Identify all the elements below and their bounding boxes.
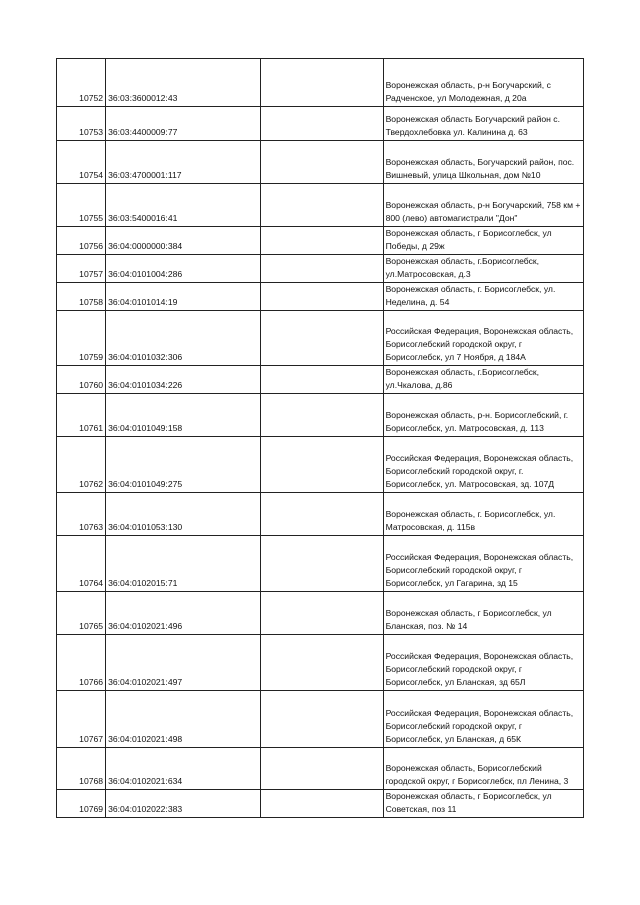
table-row — [57, 437, 584, 493]
empty-cell — [261, 366, 383, 394]
row-number: 10752 — [57, 59, 106, 107]
table-row — [57, 227, 584, 255]
row-number: 10769 — [57, 790, 106, 818]
cadastral-number: 36:04:0102021:497 — [106, 635, 261, 691]
row-number: 10760 — [57, 366, 106, 394]
table-row — [57, 635, 584, 691]
address: Воронежская область, г Борисоглебск, ул Победы, д 29ж — [383, 227, 583, 255]
empty-cell — [261, 536, 383, 592]
cadastral-number: 36:04:0101034:226 — [106, 366, 261, 394]
cadastral-number: 36:04:0101053:130 — [106, 493, 261, 536]
cadastral-number: 36:04:0101014:19 — [106, 283, 261, 311]
cadastral-number: 36:04:0000000:384 — [106, 227, 261, 255]
address: Воронежская область, Борисоглебский городской округ, г Борисоглебск, пл Ленина, 3 — [383, 748, 583, 790]
address: Воронежская область, г. Борисоглебск, ул. Неделина, д. 54 — [383, 283, 583, 311]
table-row — [57, 255, 584, 283]
cadastral-number: 36:04:0101032:306 — [106, 311, 261, 366]
empty-cell — [261, 493, 383, 536]
row-number: 10753 — [57, 107, 106, 141]
empty-cell — [261, 394, 383, 437]
row-number: 10763 — [57, 493, 106, 536]
cadastral-number: 36:04:0102015:71 — [106, 536, 261, 592]
cadastral-number: 36:03:3600012:43 — [106, 59, 261, 107]
table-row — [57, 59, 584, 107]
address: Воронежская область, г. Борисоглебск, ул. Матросовская, д. 115в — [383, 493, 583, 536]
cadastral-number: 36:04:0102022:383 — [106, 790, 261, 818]
table-row — [57, 184, 584, 227]
cadastral-number: 36:03:5400016:41 — [106, 184, 261, 227]
row-number: 10757 — [57, 255, 106, 283]
address: Воронежская область Богучарский район с. Твердохлебовка ул. Калинина д. 63 — [383, 107, 583, 141]
registry-table-body — [57, 59, 584, 818]
row-number: 10764 — [57, 536, 106, 592]
cadastral-number: 36:04:0102021:496 — [106, 592, 261, 635]
table-row — [57, 141, 584, 184]
row-number: 10759 — [57, 311, 106, 366]
empty-cell — [261, 691, 383, 748]
table-row — [57, 592, 584, 635]
cadastral-number: 36:03:4700001:117 — [106, 141, 261, 184]
row-number: 10762 — [57, 437, 106, 493]
address: Воронежская область, р-н. Борисоглебский, г. Борисоглебск, ул. Матросовская, д. 113 — [383, 394, 583, 437]
empty-cell — [261, 635, 383, 691]
row-number: 10766 — [57, 635, 106, 691]
table-row — [57, 691, 584, 748]
empty-cell — [261, 283, 383, 311]
address: Российская Федерация, Воронежская область, Борисоглебский городской округ, г. Борисоглебск, ул. Матросовская, зд. 107Д — [383, 437, 583, 493]
table-row — [57, 283, 584, 311]
address: Воронежская область, г Борисоглебск, ул Советская, поз 11 — [383, 790, 583, 818]
cadastral-number: 36:04:0101049:275 — [106, 437, 261, 493]
cadastral-number: 36:04:0101004:286 — [106, 255, 261, 283]
table-row — [57, 366, 584, 394]
table-row — [57, 311, 584, 366]
address: Воронежская область, р-н Богучарский, 758 км + 800 (лево) автомагистрали "Дон" — [383, 184, 583, 227]
empty-cell — [261, 790, 383, 818]
empty-cell — [261, 59, 383, 107]
table-row — [57, 790, 584, 818]
cadastral-number: 36:03:4400009:77 — [106, 107, 261, 141]
address: Воронежская область, р-н Богучарский, с Радченское, ул Молодежная, д 20а — [383, 59, 583, 107]
address: Воронежская область, Богучарский район, пос. Вишневый, улица Школьная, дом №10 — [383, 141, 583, 184]
table-row — [57, 748, 584, 790]
row-number: 10755 — [57, 184, 106, 227]
empty-cell — [261, 227, 383, 255]
address: Воронежская область, г.Борисоглебск, ул.Матросовская, д.3 — [383, 255, 583, 283]
row-number: 10765 — [57, 592, 106, 635]
row-number: 10768 — [57, 748, 106, 790]
row-number: 10754 — [57, 141, 106, 184]
address: Российская Федерация, Воронежская область, Борисоглебский городской округ, г Борисоглебск, ул 7 Ноября, д 184А — [383, 311, 583, 366]
empty-cell — [261, 184, 383, 227]
empty-cell — [261, 437, 383, 493]
row-number: 10756 — [57, 227, 106, 255]
table-row — [57, 493, 584, 536]
empty-cell — [261, 311, 383, 366]
table-row — [57, 394, 584, 437]
row-number: 10761 — [57, 394, 106, 437]
address: Российская Федерация, Воронежская область, Борисоглебский городской округ, г Борисоглебск, ул Гагарина, зд 15 — [383, 536, 583, 592]
table-row — [57, 107, 584, 141]
empty-cell — [261, 107, 383, 141]
empty-cell — [261, 255, 383, 283]
registry-table — [56, 58, 584, 818]
address: Российская Федерация, Воронежская область, Борисоглебский городской округ, г Борисоглебск, ул Бланская, зд 65Л — [383, 635, 583, 691]
row-number: 10767 — [57, 691, 106, 748]
cadastral-number: 36:04:0102021:498 — [106, 691, 261, 748]
empty-cell — [261, 748, 383, 790]
address: Воронежская область, г.Борисоглебск, ул.Чкалова, д.86 — [383, 366, 583, 394]
row-number: 10758 — [57, 283, 106, 311]
table-row — [57, 536, 584, 592]
cadastral-number: 36:04:0101049:158 — [106, 394, 261, 437]
cadastral-number: 36:04:0102021:634 — [106, 748, 261, 790]
address: Российская Федерация, Воронежская область, Борисоглебский городской округ, г Борисоглебск, ул Бланская, д 65К — [383, 691, 583, 748]
empty-cell — [261, 141, 383, 184]
empty-cell — [261, 592, 383, 635]
address: Воронежская область, г Борисоглебск, ул Бланская, поз. № 14 — [383, 592, 583, 635]
